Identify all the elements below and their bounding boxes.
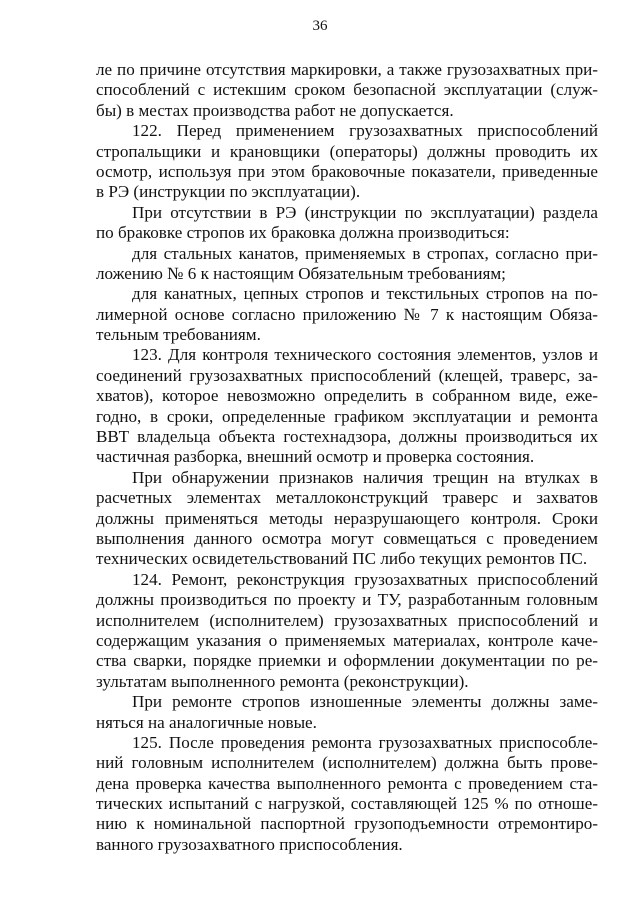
text-line: нию к номинальной паспортной грузоподъемности отремонтиро- [96,814,598,834]
text-line: ний головным исполнителем (исполнителем) должна быть прове- [96,753,598,773]
text-line: 125. После проведения ремонта грузозахватных приспособле- [132,732,598,752]
text-line: осмотр, используя при этом браковочные показатели, приведенные [96,161,598,181]
text-line: способлений с истекшим сроком безопасной эксплуатации (служ- [96,80,598,100]
text-line: ле по причине отсутствия маркировки, а также грузозахватных при- [96,60,598,79]
text-line: няться на аналогичные новые. [96,712,317,732]
page-number: 36 [312,18,328,34]
text-line: ванного грузозахватного приспособления. [96,834,403,854]
text-line: 123. Для контроля технического состояния элементов, узлов и [132,345,598,365]
text-line: ства сварки, порядке приемки и оформлении документации по ре- [96,651,598,671]
text-line: бы) в местах производства работ не допускается. [96,100,454,120]
text-line: в РЭ (инструкции по эксплуатации). [96,182,361,202]
text-line: При обнаружении признаков наличия трещин на втулках в [132,467,598,487]
text-line: хватов), которое невозможно определить в собранном виде, еже- [96,386,598,406]
text-line: по браковке стропов их браковка должна производиться: [96,223,510,243]
text-line: расчетных элементах металлоконструкций траверс и захватов [96,488,598,508]
text-line: 122. Перед применением грузозахватных приспособлений [132,121,598,141]
text-line: При отсутствии в РЭ (инструкции по эксплуатации) раздела [132,202,598,222]
text-line: соединений грузозахватных приспособлений (клещей, траверс, за- [96,365,598,385]
text-line: лимерной основе согласно приложению № 7 к настоящим Обяза- [96,304,598,324]
text-line: частичная разборка, внешний осмотр и проверка состояния. [96,447,535,467]
text-line: При ремонте стропов изношенные элементы должны заме- [132,692,598,712]
text-line: ложению № 6 к настоящим Обязательным требованиям; [96,263,506,283]
text-line: для стальных канатов, применяемых в стропах, согласно при- [132,243,598,263]
text-line: 124. Ремонт, реконструкция грузозахватных приспособлений [132,569,598,589]
text-line: содержащим указания о применяемых материалах, контроле каче- [96,630,598,650]
text-line: тельным требованиям. [96,325,261,345]
text-line: должны производиться по проекту и ТУ, разработанным головным [96,590,598,610]
text-line: ВВТ владельца объекта гостехнадзора, должны производиться их [96,427,598,447]
body-text [96,60,598,855]
text-line: должны применяться методы неразрушающего контроля. Сроки [96,508,598,528]
text-line: выполнения данного осмотра могут совмещаться с проведением [96,528,598,548]
text-line: тических испытаний с нагрузкой, составляющей 125 % по отноше- [96,794,598,814]
text-line: зультатам выполненного ремонта (реконструкции). [96,671,469,691]
text-line: для канатных, цепных стропов и текстильных стропов на по- [132,284,598,304]
text-line: годно, в сроки, определенные графиком эксплуатации и ремонта [96,406,598,426]
text-line: дена проверка качества выполненного ремонта с проведением ста- [96,773,598,793]
text-line: стропальщики и крановщики (операторы) должны проводить их [96,141,598,161]
text-line: исполнителем (исполнителем) грузозахватных приспособлений и [96,610,598,630]
text-line: технических освидетельствований ПС либо текущих ремонтов ПС. [96,549,588,569]
